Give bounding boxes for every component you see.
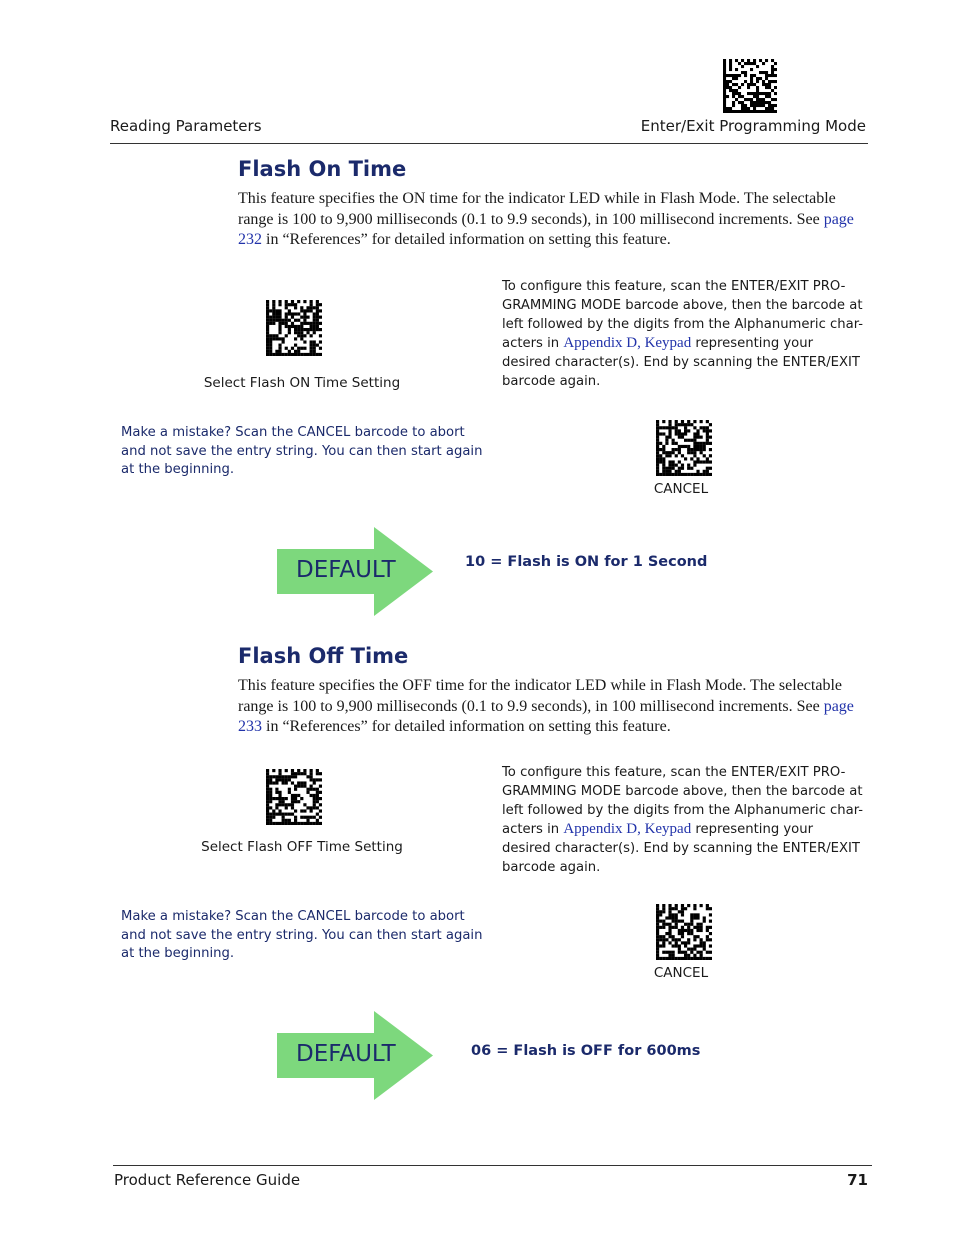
- footer-divider: [113, 1165, 872, 1166]
- default-label: DEFAULT: [296, 1041, 396, 1067]
- section-description: [238, 676, 868, 738]
- cancel-caption: CANCEL: [653, 965, 709, 981]
- page-reference-link[interactable]: page 232: [238, 210, 854, 248]
- configure-text: To configure this feature, scan the ENTER/EXIT PRO-GRAMMING MODE barcode above, then the barcode at left followed by the digits from the Alphanumeric char-acters in: [502, 279, 864, 351]
- cancel-barcode: [656, 904, 712, 960]
- description-tail: in “References” for detailed information on setting this feature.: [266, 718, 671, 735]
- header-datamatrix-barcode: [723, 59, 777, 113]
- barcode-caption: Select Flash OFF Time Setting: [201, 839, 403, 855]
- mistake-note: Make a mistake? Scan the CANCEL barcode to abort and not save the entry string. You can then start again at the beginning.: [121, 425, 483, 477]
- default-value: 10 = Flash is ON for 1 Second: [465, 554, 708, 570]
- description-text: This feature specifies the OFF time for the indicator LED while in Flash Mode. The selectable range is 100 to 9,900 milliseconds (0.1 to 9.9 seconds), in 100 millisecond increments. See: [238, 677, 842, 715]
- mistake-note: Make a mistake? Scan the CANCEL barcode to abort and not save the entry string. You can then start again at the beginning.: [121, 909, 483, 961]
- configure-text-tail: representing your desired character(s). End by scanning the ENTER/EXIT barcode again.: [502, 822, 860, 875]
- header-divider: [110, 143, 868, 144]
- configure-text-tail: representing your desired character(s). End by scanning the ENTER/EXIT barcode again.: [502, 336, 860, 389]
- default-label: DEFAULT: [296, 557, 396, 583]
- configure-instructions: [502, 763, 864, 877]
- header-section-name: Reading Parameters: [110, 117, 262, 135]
- cancel-caption: CANCEL: [653, 481, 709, 497]
- footer-title: Product Reference Guide: [114, 1171, 301, 1189]
- configure-instructions: [502, 277, 864, 391]
- appendix-keypad-link[interactable]: Appendix D, Keypad: [563, 821, 692, 837]
- barcode-caption: Select Flash ON Time Setting: [203, 375, 401, 391]
- cancel-barcode: [656, 420, 712, 476]
- section-description: [238, 189, 868, 251]
- configure-text: To configure this feature, scan the ENTER/EXIT PRO-GRAMMING MODE barcode above, then the barcode at left followed by the digits from the Alphanumeric char-acters in: [502, 765, 864, 837]
- header-chapter-name: Enter/Exit Programming Mode: [640, 117, 866, 135]
- appendix-keypad-link[interactable]: Appendix D, Keypad: [563, 335, 692, 351]
- description-tail: in “References” for detailed information on setting this feature.: [266, 231, 671, 248]
- section-title-flash-on-time: Flash On Time: [238, 157, 407, 181]
- flash-on-time-barcode: [266, 300, 322, 356]
- flash-off-time-barcode: [266, 769, 322, 825]
- page-number: 71: [847, 1171, 868, 1189]
- default-value: 06 = Flash is OFF for 600ms: [471, 1043, 701, 1059]
- description-text: This feature specifies the ON time for the indicator LED while in Flash Mode. The selectable range is 100 to 9,900 milliseconds (0.1 to 9.9 seconds), in 100 millisecond increments. See: [238, 190, 836, 228]
- section-title-flash-off-time: Flash Off Time: [238, 644, 409, 668]
- page-reference-link[interactable]: page 233: [238, 697, 854, 735]
